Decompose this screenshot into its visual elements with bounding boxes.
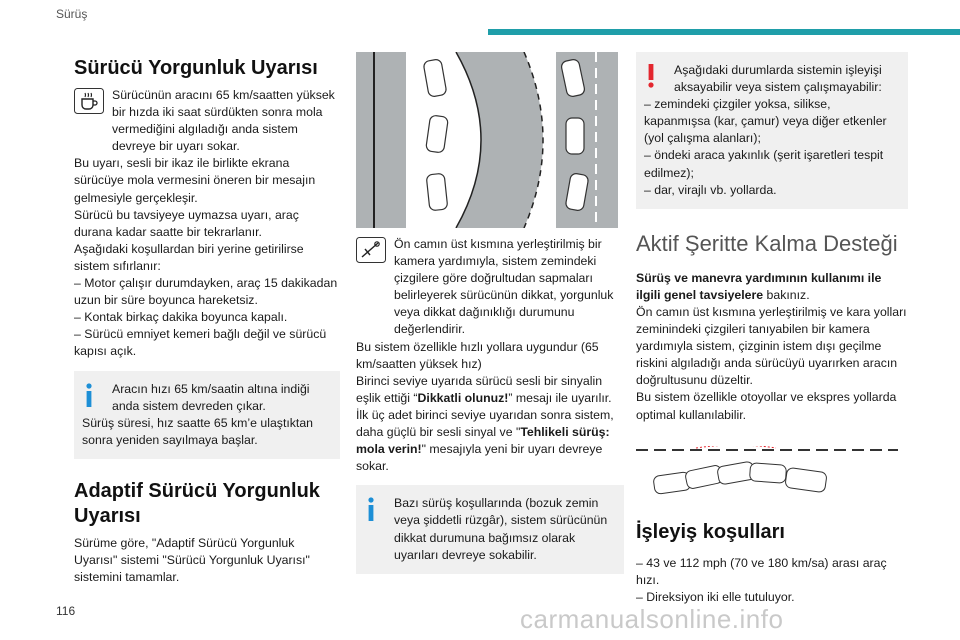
- section-title-operating-conditions: İşleyiş koşulları: [636, 520, 785, 543]
- lane-correction-illustration: [636, 446, 898, 502]
- camera-paragraph: [356, 236, 624, 339]
- list-item: – Direksiyon iki elle tutuluyor.: [636, 589, 795, 604]
- warning-text: Aşağıdaki durumlarda sistemin işleyişi aksayabilir veya sistem çalışmayabilir:: [674, 63, 882, 95]
- paragraph: İlk üç adet birinci seviye uyarıdan sonra sistem, daha güçlü bir sesli sinyal ve "Tehlikeli sürüş: mola verin!" mesajıyla yeni bir uyarı devreye sokar.: [356, 407, 614, 474]
- section-title-adaptive: Adaptif Sürücü Yorgunluk Uyarısı: [74, 479, 320, 527]
- column-2: [356, 52, 624, 574]
- watermark: carmanualsonline.info: [520, 604, 784, 634]
- intro-paragraph: [74, 87, 340, 155]
- paragraph: Sürüme göre, "Adaptif Sürücü Yorgunluk Uyarısı" sistemi "Sürücü Yorgunluk Uyarısı" sistemini tamamlar.: [74, 535, 310, 585]
- list-item: – öndeki araca yakınlık (şerit işaretleri tespit edilmez);: [644, 148, 884, 180]
- info-box: [356, 485, 624, 573]
- info-text: Aracın hızı 65 km/saatin altına indiği anda sistem devreden çıkar.: [112, 381, 310, 413]
- page-number: 116: [56, 604, 76, 618]
- section-title-lane-keeping: Aktif Şeritte Kalma Desteği: [636, 230, 898, 256]
- info-icon: [84, 383, 94, 412]
- info-text: Sürüş süresi, hız saatte 65 km’e ulaştıktan sonra yeniden sayılmaya başlar.: [82, 415, 314, 447]
- column-1: [74, 56, 340, 586]
- list-item: – Sürücü emniyet kemeri bağlı değil ve sürücü kapısı açık.: [74, 327, 327, 359]
- intro-text: Sürücünün aracını 65 km/saatten yüksek bir hızda iki saat sürdükten sonra mola vermediğini algıladığı anda sistem devreye bir uyarı sokar.: [112, 88, 335, 154]
- paragraph: Aşağıdaki koşullardan biri yerine getirilirse sistem sıfırlanır:: [74, 241, 304, 273]
- lane-weaving-illustration: [356, 52, 618, 228]
- paragraph: Sürücü bu tavsiyeye uymazsa uyarı, araç durana kadar saatte bir tekrarlanır.: [74, 207, 299, 239]
- paragraph: Ön camın üst kısmına yerleştirilmiş ve kara yolları zeminindeki çizgileri tanıyabilen bir kamera yardımıyla sistem, çizginin istem dışı geçilme riskini algıladığı anda sürücüyü uyarırken aracın doğrultusunu düzeltir.: [636, 304, 907, 388]
- column-3: [636, 52, 908, 606]
- list-item: – zemindeki çizgiler yoksa, silikse, kapanmışsa (kar, çamur) veya diğer etkenler (yol çalışma alanları);: [644, 97, 887, 146]
- list-item: – Motor çalışır durumdayken, araç 15 dakikadan uzun bir süre boyunca hareketsiz.: [74, 276, 338, 308]
- camera-text: Ön camın üst kısmına yerleştirilmiş bir kamera yardımıyla, sistem zemindeki çizgilere göre doğrultudan sapmaları belirleyerek sürücünün dikkat, yorgunluk veya dikkat dağınıklığı durumunu değerlendirir.: [394, 237, 614, 337]
- camera-icon: [356, 237, 386, 268]
- header-accent-bar: [488, 29, 960, 35]
- list-item: – Kontak birkaç dakika boyunca kapalı.: [74, 310, 288, 325]
- paragraph: Bu uyarı, sesli bir ikaz ile birlikte ekrana sürücüye mola vermesini öneren bir mesajın gelmesiyle gerçekleşir.: [74, 156, 316, 205]
- warning-box: [636, 52, 908, 209]
- warning-icon: [646, 64, 656, 93]
- paragraph: Bu sistem özellikle otoyollar ve ekspres yollarda optimal kullanılabilir.: [636, 390, 897, 422]
- info-box: [74, 371, 340, 459]
- paragraph: Sürüş ve manevra yardımının kullanımı ile ilgili genel tavsiyelere bakınız.: [636, 270, 882, 302]
- paragraph: Bu sistem özellikle hızlı yollara uygundur (65 km/saatten yüksek hız): [356, 339, 599, 371]
- info-icon: [366, 497, 376, 526]
- list-item: – 43 ve 112 mph (70 ve 180 km/sa) arası araç hızı.: [636, 555, 887, 587]
- list-item: – dar, virajlı vb. yollarda.: [644, 182, 777, 197]
- section-title-driver-fatigue: Sürücü Yorgunluk Uyarısı: [74, 57, 318, 79]
- section-header: Sürüş: [56, 7, 88, 21]
- paragraph: Birinci seviye uyarıda sürücü sesli bir sinyalin eşlik ettiği “Dikkatli olunuz!” mesajı ile uyarılır.: [356, 373, 612, 405]
- coffee-cup-icon: [74, 88, 104, 119]
- info-text: Bazı sürüş koşullarında (bozuk zemin veya şiddetli rüzgâr), sistem sürücünün dikkat durumuna bağımsız olarak uyarıları devreye sokabilir.: [394, 496, 608, 562]
